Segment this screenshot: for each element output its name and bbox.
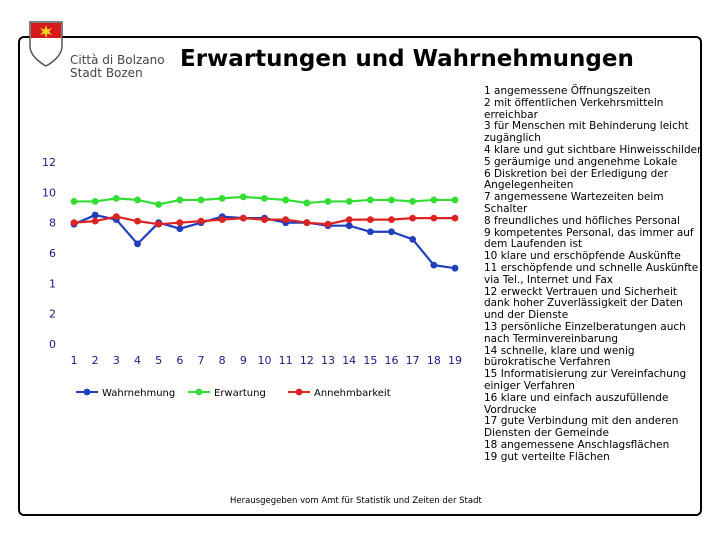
data-point (92, 198, 99, 205)
data-point (71, 198, 78, 205)
data-point (261, 195, 268, 202)
data-point (92, 218, 99, 225)
x-tick-label: 4 (134, 354, 141, 367)
x-tick-label: 3 (112, 354, 120, 367)
y-tick-label: 1 (49, 277, 56, 291)
data-point (346, 198, 353, 205)
data-point (134, 197, 141, 204)
data-point (388, 197, 395, 204)
data-point (367, 197, 374, 204)
series-line-1 (74, 215, 455, 268)
criteria-item: 15 Informatisierung zur Vereinfachung einiger Verfahren (484, 368, 687, 392)
data-point (71, 219, 78, 226)
criteria-item: 4 klare und gut sichtbare Hinweisschilder (484, 143, 702, 156)
criteria-item: 12 erweckt Vertrauen und Sicherheit dank hoher Zuverlässigkeit der Daten und der Dienste (484, 285, 683, 322)
criteria-item: 2 mit öffentlichen Verkehrsmitteln erreichbar (484, 96, 664, 121)
criteria-list (484, 86, 704, 464)
data-point (388, 228, 395, 235)
x-tick-label: 13 (321, 354, 335, 367)
legend-marker (196, 389, 203, 396)
data-point (409, 198, 416, 205)
y-tick-label: 10 (42, 186, 56, 200)
data-point (282, 197, 289, 204)
criteria-item: 7 angemessene Wartezeiten beim Schalter (484, 191, 664, 215)
data-point (282, 216, 289, 223)
data-point (219, 216, 226, 223)
data-point (430, 262, 437, 269)
x-tick-label: 12 (299, 354, 314, 367)
city-logo (22, 18, 172, 88)
legend-label: Wahrnehmung (102, 388, 176, 399)
criteria-item: 10 klare und erschöpfende Auskünfte (484, 250, 681, 263)
legend-marker (84, 389, 91, 396)
x-tick-label: 15 (363, 354, 378, 367)
data-point (134, 218, 141, 225)
data-point (346, 222, 353, 229)
data-point (240, 215, 247, 222)
x-tick-label: 6 (176, 354, 184, 367)
data-point (113, 213, 120, 220)
data-point (409, 215, 416, 222)
criteria-item: 3 für Menschen mit Behinderung leicht zugänglich (484, 120, 689, 145)
criteria-item: 13 persönliche Einzelberatungen auch nach Terminvereinbarung (484, 320, 686, 345)
x-tick-label: 8 (218, 354, 226, 367)
data-point (346, 216, 353, 223)
criteria-item: 5 geräumige und angenehme Lokale (484, 155, 678, 168)
criteria-item: 14 schnelle, klare und wenig bürokratische Verfahren (484, 344, 635, 369)
criteria-item: 1 angemessene Öffnungszeiten (484, 85, 651, 97)
data-point (176, 225, 183, 232)
data-point (92, 212, 99, 219)
legend-marker (296, 389, 303, 396)
x-tick-label: 9 (239, 354, 247, 367)
data-point (430, 197, 437, 204)
data-point (134, 241, 141, 248)
data-point (325, 221, 332, 228)
y-tick-label: 12 (42, 156, 56, 169)
x-tick-label: 18 (426, 354, 441, 367)
x-tick-label: 11 (278, 354, 293, 367)
criteria-item: 16 klare und einfach auszufüllende Vordrucke (484, 391, 669, 416)
page-title: Erwartungen und Wahrnehmungen (180, 46, 634, 72)
y-tick-label: 8 (49, 216, 56, 230)
data-point (176, 197, 183, 204)
x-tick-label: 19 (448, 354, 462, 367)
x-tick-label: 17 (405, 354, 420, 367)
legend-label: Erwartung (214, 388, 266, 399)
y-tick-label: 2 (49, 307, 56, 321)
x-tick-label: 1 (70, 354, 78, 367)
line-chart (30, 140, 470, 410)
data-point (303, 200, 310, 207)
data-point (367, 228, 374, 235)
criteria-item: 8 freundliches und höfliches Personal (484, 214, 681, 227)
footer-note: Herausgegeben vom Amt für Statistik und Zeiten der Stadt (230, 496, 482, 506)
criteria-item: 9 kompetentes Personal, das immer auf dem Laufenden ist (484, 226, 694, 251)
logo-line-2: Stadt Bozen (70, 66, 143, 80)
data-point (325, 198, 332, 205)
x-tick-label: 16 (384, 354, 399, 367)
criteria-item: 11 erschöpfende und schnelle Auskünfte via Tel., Internet und Fax (484, 261, 699, 286)
x-tick-label: 2 (91, 354, 99, 367)
data-point (198, 197, 205, 204)
x-tick-label: 7 (197, 354, 205, 367)
data-point (430, 215, 437, 222)
data-point (113, 195, 120, 202)
legend-label: Annehmbarkeit (314, 388, 391, 399)
data-point (155, 201, 162, 208)
criteria-item: 17 gute Verbindung mit den anderen Diensten der Gemeinde (484, 415, 679, 440)
data-point (452, 197, 459, 204)
y-tick-label: 0 (49, 338, 56, 351)
data-point (409, 236, 416, 243)
y-tick-label: 6 (49, 247, 56, 260)
data-point (261, 216, 268, 223)
x-tick-label: 10 (257, 354, 272, 367)
coat-of-arms-icon (28, 20, 64, 68)
data-point (155, 221, 162, 228)
data-point (176, 219, 183, 226)
criteria-item: 18 angemessene Anschlagsflächen (484, 438, 670, 451)
criteria-item: 19 gut verteilte Flächen (484, 450, 610, 463)
data-point (452, 215, 459, 222)
data-point (198, 218, 205, 225)
criteria-item: 6 Diskretion bei der Erledigung der Angelegenheiten (484, 167, 669, 192)
data-point (452, 265, 459, 272)
data-point (219, 195, 226, 202)
data-point (303, 219, 310, 226)
data-point (240, 193, 247, 200)
x-tick-label: 5 (155, 354, 163, 367)
logo-line-1: Città di Bolzano (70, 53, 165, 67)
x-tick-label: 14 (342, 354, 357, 367)
data-point (367, 216, 374, 223)
data-point (388, 216, 395, 223)
